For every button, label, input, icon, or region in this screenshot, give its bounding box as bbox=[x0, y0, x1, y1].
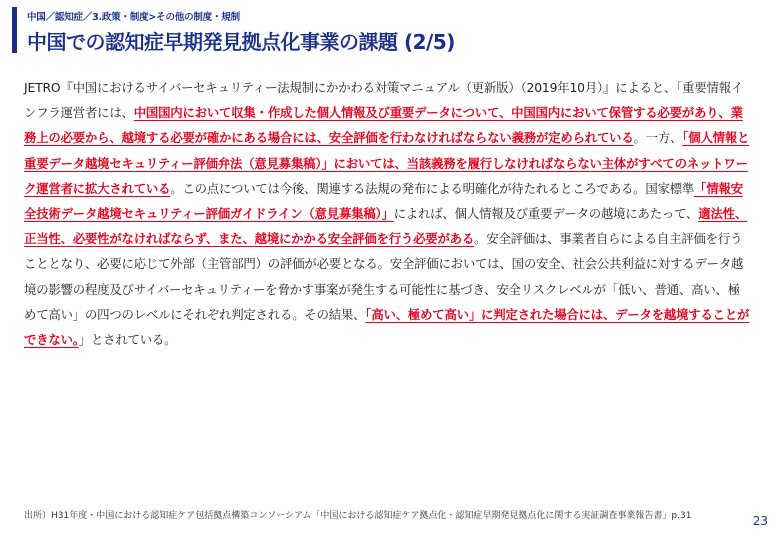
highlighted-text-segment: 「個人情報と重要データ越境セキュリティー評価弁法（意見募集稿）」においては、当該義務を履行しなければならない主体がすべてのネットワーク運営者に拡大されている bbox=[24, 130, 750, 196]
highlighted-text-segment: 「情報安全技術データ越境セキュリティー評価ガイドライン（意見募集稿）」 bbox=[24, 180, 743, 222]
body-text-segment: JETRO『中国におけるサイバーセキュリティー法規制にかかわる対策マニュアル（更新版）（2019年10月）』によると、「重要情報インフラ運営者には、 bbox=[24, 80, 744, 121]
highlighted-text-segment: 適法性、正当性、必要性がなければならず、また、越境にかかる安全評価を行う必要がある bbox=[24, 206, 748, 247]
body-text-segment: 。安全評価は、事業者自らによる自主評価を行うこととなり、必要に応じて外部（主管部門）の評価が必要となる。安全評価においては、国の安全、社会公共利益に対するデータ越境の影響の程度及びサイバーセキュリティーを脅かす事案が発生する可能性に基づき、安全リスクレベルが「低い、普通、高い、極めて高い」の四つのレベルにそれぞれ判定される。その結果、 bbox=[24, 231, 744, 322]
title-accent-bar bbox=[12, 7, 17, 53]
body-text-segment: 。一方、 bbox=[633, 130, 683, 146]
source-citation: 出所）H31年度・中国における認知症ケア包括拠点構築コンソーシアム「中国における認知症ケア拠点化・認知症早期発見拠点化に関する実証調査事業報告書」p.31 bbox=[24, 511, 692, 521]
breadcrumb: 中国／認知症／3.政策・制度>その他の制度・規制 bbox=[27, 12, 240, 23]
body-text-segment: 。この点については今後、関連する法規の発布による明確化が待たれるところである。国家標準 bbox=[170, 180, 695, 196]
body-text-segment: 」とされている。 bbox=[78, 332, 177, 348]
page-title: 中国での認知症早期発見拠点化事業の課題 (2/5) bbox=[27, 30, 455, 54]
page-number: 23 bbox=[752, 514, 768, 528]
body-paragraph bbox=[24, 75, 752, 352]
highlighted-text-segment: 「高い、極めて高い」に判定された場合には、データを越境することができない。 bbox=[24, 306, 750, 348]
body-text-segment: によれば、個人情報及び重要データの越境にあたって、 bbox=[393, 206, 699, 222]
highlighted-text-segment: 中国国内において収集・作成した個人情報及び重要データについて、中国国内において保管する必要があり、業務上の必要から、越境する必要が確かにある場合には、安全評価を行わなければならない義務が定められている bbox=[24, 105, 743, 146]
